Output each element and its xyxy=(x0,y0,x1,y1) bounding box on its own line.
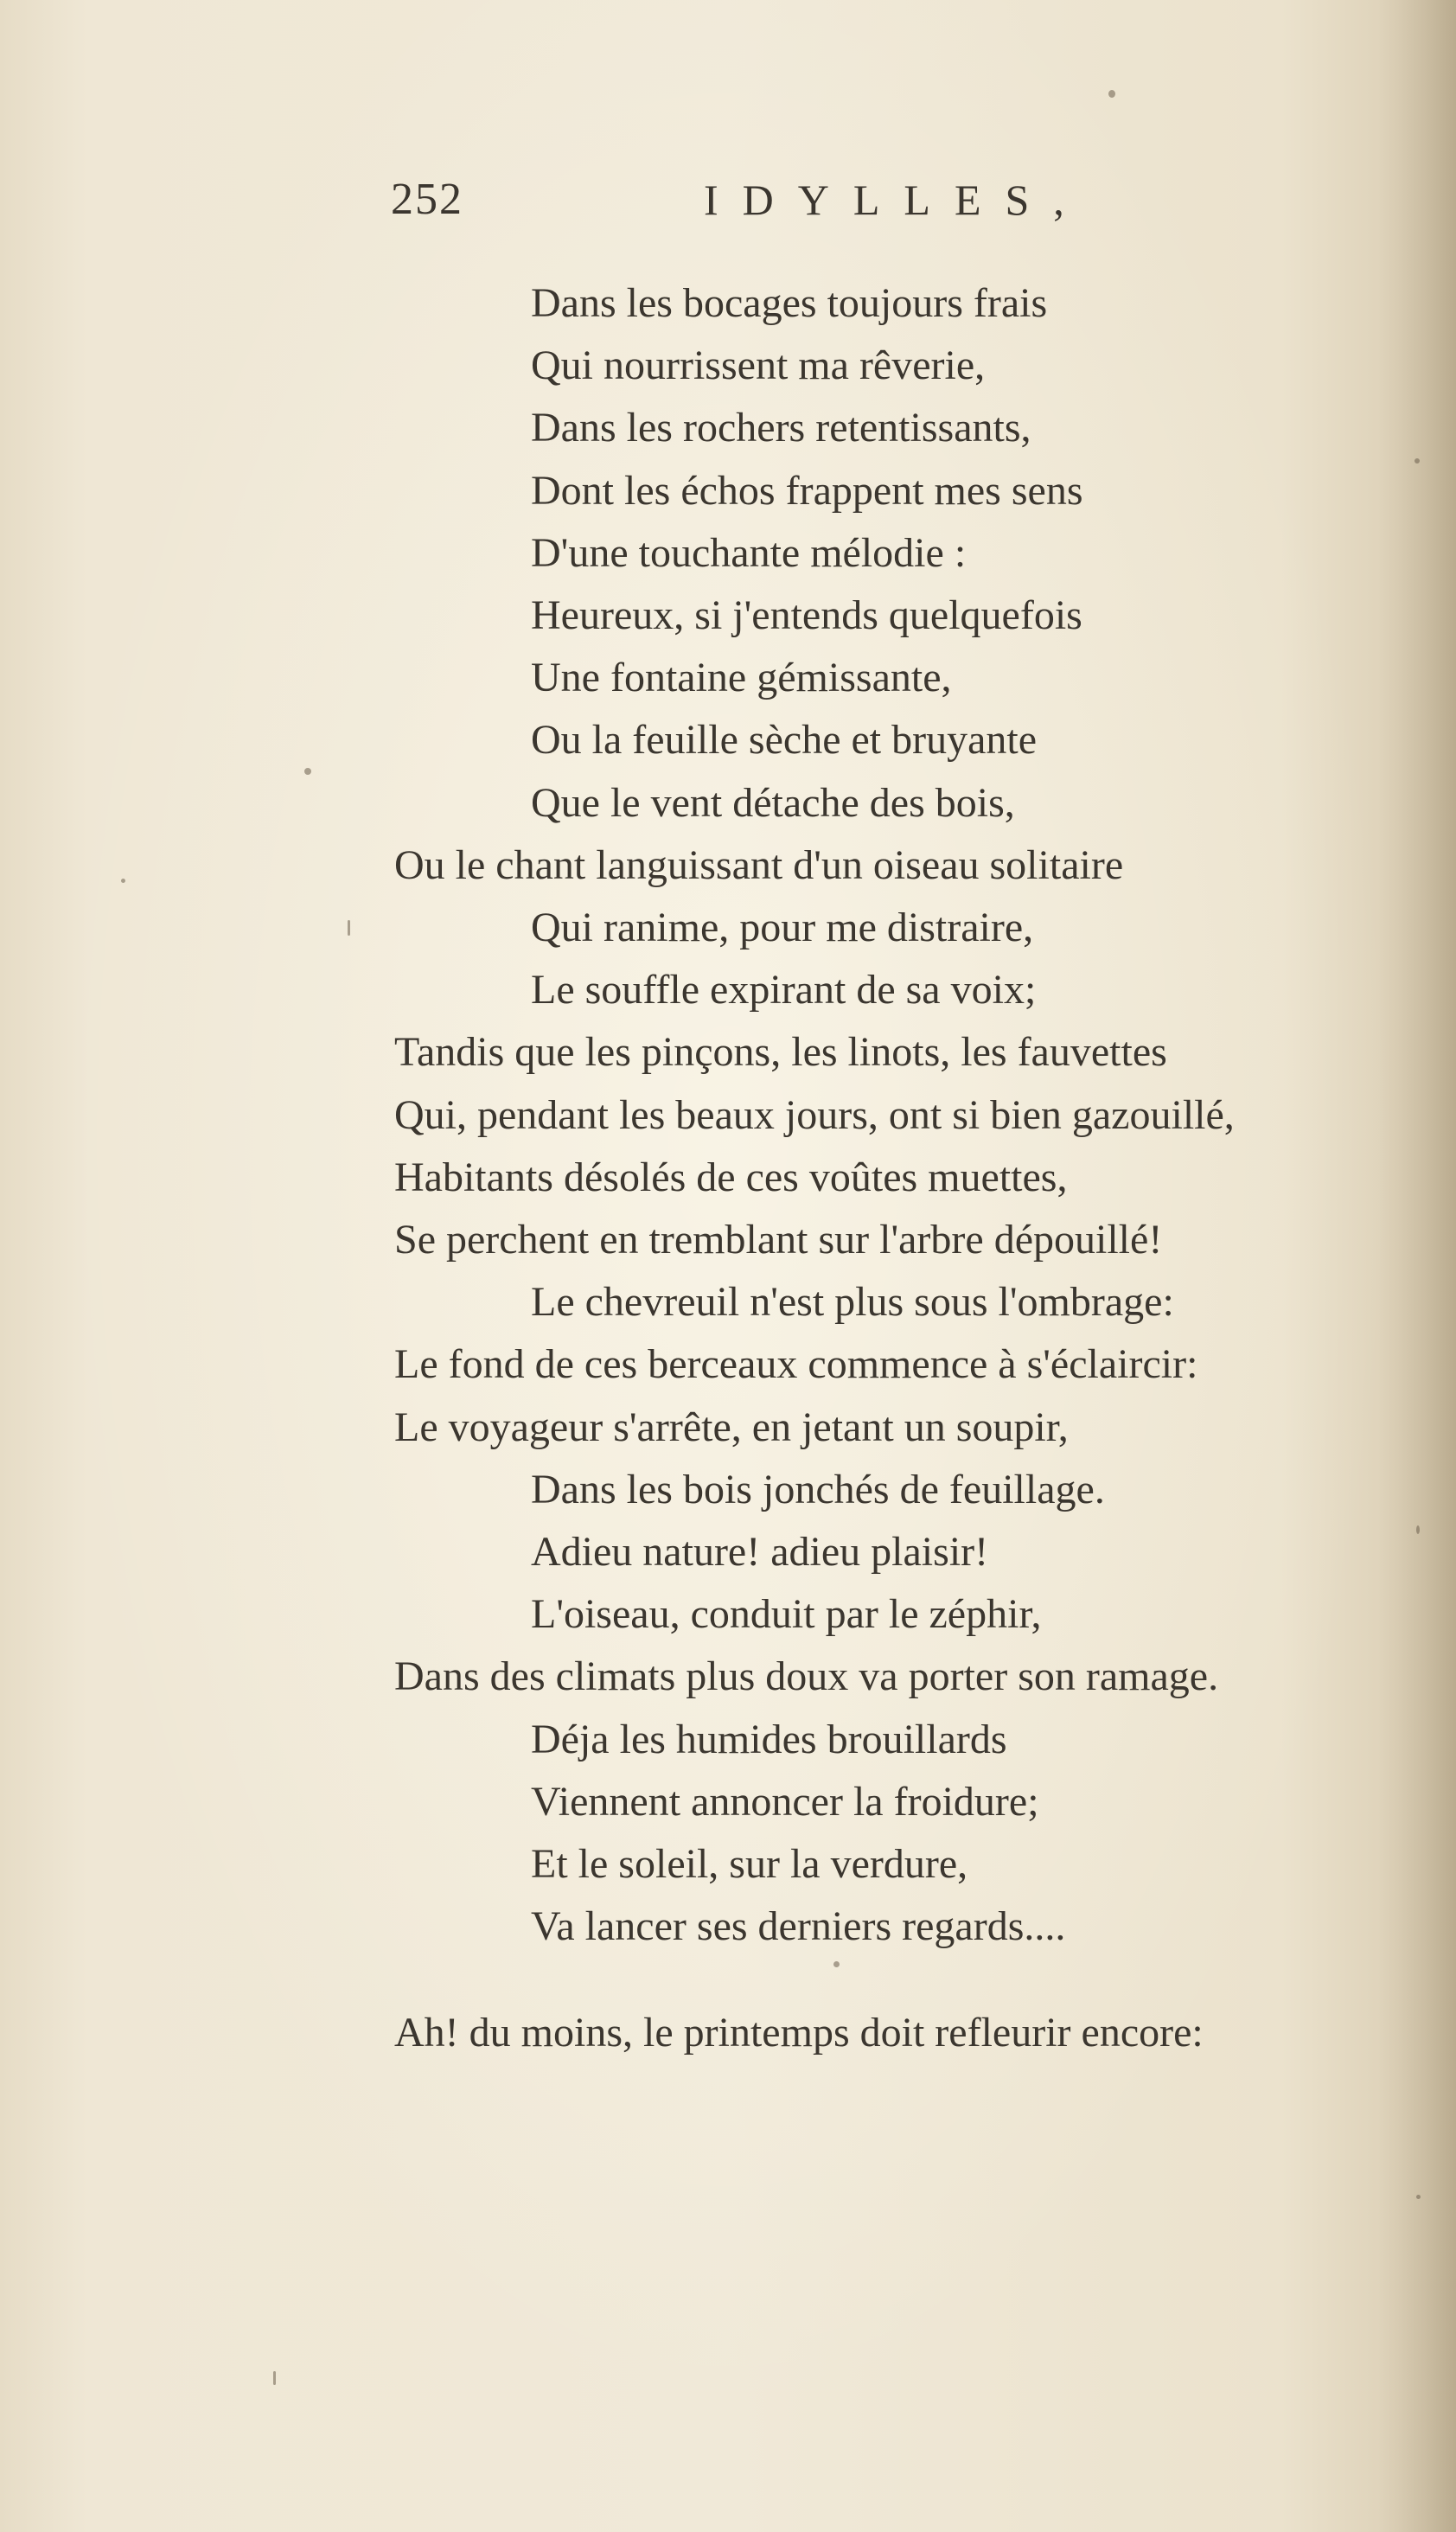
verse-line: Viennent annoncer la froidure; xyxy=(531,1778,1039,1825)
page-header xyxy=(391,169,1169,230)
verse-line: Se perchent en tremblant sur l'arbre dépouillé! xyxy=(394,1217,1163,1263)
paper-speck xyxy=(833,1961,840,1967)
verse-line: Déja les humides brouillards xyxy=(531,1716,1007,1762)
page-number: 252 xyxy=(391,175,463,224)
paper-speck xyxy=(1108,90,1115,98)
paper-speck xyxy=(304,768,311,775)
verse-line: Une fontaine gémissante, xyxy=(531,655,952,701)
paper-speck xyxy=(1416,1525,1420,1534)
running-title: IDYLLES, xyxy=(704,176,1089,224)
verse-line: Ou le chant languissant d'un oiseau solitaire xyxy=(394,841,1124,888)
final-verse: Ah! du moins, le printemps doit refleurir encore: xyxy=(394,2010,1204,2056)
verse-line: Et le soleil, sur la verdure, xyxy=(531,1841,968,1887)
verse-line: Tandis que les pinçons, les linots, les fauvettes xyxy=(394,1029,1167,1076)
verse-line: Qui ranime, pour me distraire, xyxy=(531,905,1034,950)
verse-line: Va lancer ses derniers regards.... xyxy=(531,1903,1066,1950)
paper-speck xyxy=(348,920,350,936)
verse-line: Heureux, si j'entends quelquefois xyxy=(531,592,1082,638)
verse-line: Dont les échos frappent mes sens xyxy=(531,467,1083,514)
verse-line: L'oiseau, conduit par le zéphir, xyxy=(531,1591,1042,1638)
verse-line: Le souffle expirant de sa voix; xyxy=(531,967,1037,1013)
verse-line: Adieu nature! adieu plaisir! xyxy=(531,1529,989,1575)
verse-line: Qui nourrissent ma rêverie, xyxy=(531,342,986,389)
paper-speck xyxy=(273,2371,276,2385)
paper-speck xyxy=(1416,2195,1421,2199)
verse-line: Le voyageur s'arrête, en jetant un soupir, xyxy=(394,1403,1069,1450)
verse-line: Habitants désolés de ces voûtes muettes, xyxy=(394,1154,1068,1200)
verse-line: Dans les bois jonchés de feuillage. xyxy=(531,1466,1105,1512)
verse-line: Dans des climats plus doux va porter son ramage. xyxy=(394,1653,1219,1700)
verse-line: Le fond de ces berceaux commence à s'éclaircir: xyxy=(394,1341,1198,1388)
verse-line: D'une touchante mélodie : xyxy=(531,529,967,576)
verse-line: Dans les bocages toujours frais xyxy=(531,280,1048,326)
verse-line: Qui, pendant les beaux jours, ont si bien gazouillé, xyxy=(394,1091,1235,1138)
verse-line: Que le vent détache des bois, xyxy=(531,779,1015,826)
verse-line: Ou la feuille sèche et bruyante xyxy=(531,717,1038,764)
verse-line: Dans les rochers retentissants, xyxy=(531,405,1031,451)
paper-speck xyxy=(1414,458,1420,464)
paper-speck xyxy=(121,879,125,883)
verse-line: Le chevreuil n'est plus sous l'ombrage: xyxy=(531,1279,1174,1326)
spine-shadow xyxy=(1378,0,1456,2532)
